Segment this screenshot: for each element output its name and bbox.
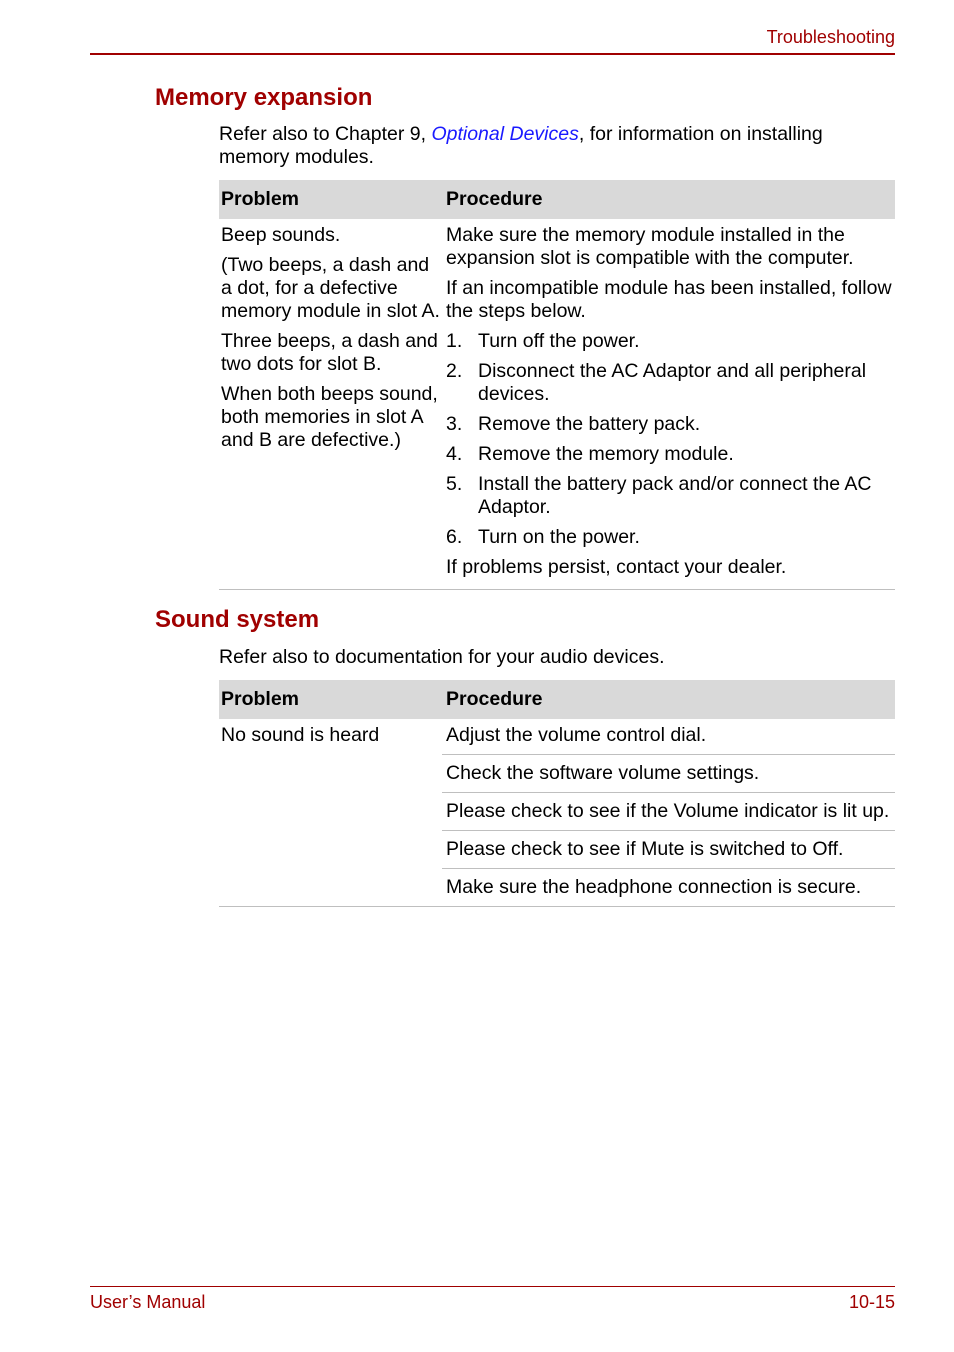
sound-intro: Refer also to documentation for your audio devices. xyxy=(219,646,665,668)
procedure-cell: Please check to see if Mute is switched to Off. xyxy=(442,831,895,869)
procedure-cell: Check the software volume settings. xyxy=(442,755,895,793)
step-text: Turn off the power. xyxy=(478,330,640,352)
memory-intro-text-end: , for information on installing memory modules. xyxy=(219,123,823,168)
step-number: 5. xyxy=(446,473,463,495)
optional-devices-link[interactable]: Optional Devices xyxy=(431,123,579,145)
memory-intro xyxy=(219,123,879,169)
procedure-cell: Please check to see if the Volume indicator is lit up. xyxy=(442,793,895,831)
problem-text: When both beeps sound, both memories in slot A and B are defective.) xyxy=(221,383,438,451)
problem-text: Beep sounds. xyxy=(221,224,341,246)
procedure-cell: Adjust the volume control dial. xyxy=(446,724,707,746)
procedure-text: If an incompatible module has been installed, follow the steps below. xyxy=(446,277,892,322)
step-number: 3. xyxy=(446,413,463,435)
table-row xyxy=(219,719,895,755)
column-header-procedure: Procedure xyxy=(442,680,895,719)
column-header-problem: Problem xyxy=(219,680,442,719)
problem-text: (Two beeps, a dash and a dot, for a defective memory module in slot A. xyxy=(221,254,440,322)
procedure-cell xyxy=(442,219,895,590)
problem-cell: No sound is heard xyxy=(221,724,380,746)
sound-system-heading: Sound system xyxy=(155,606,320,633)
procedure-text: If problems persist, contact your dealer. xyxy=(446,556,787,578)
step-text: Install the battery pack and/or connect the AC Adaptor. xyxy=(478,473,872,518)
list-item xyxy=(446,443,895,466)
problem-text: Three beeps, a dash and two dots for slot B. xyxy=(221,330,438,375)
memory-intro-text: Refer also to Chapter 9, xyxy=(219,123,432,145)
list-item xyxy=(446,360,895,406)
step-text: Remove the memory module. xyxy=(478,443,734,465)
step-number: 6. xyxy=(446,526,463,548)
step-text: Remove the battery pack. xyxy=(478,413,701,435)
page-number: 10-15 xyxy=(848,1292,895,1312)
step-number: 1. xyxy=(446,330,463,352)
memory-expansion-heading: Memory expansion xyxy=(155,84,373,111)
sound-table xyxy=(219,680,895,907)
list-item xyxy=(446,473,895,519)
footer-rule xyxy=(90,1286,895,1287)
procedure-steps xyxy=(446,330,895,549)
table-row xyxy=(219,219,895,590)
problem-cell xyxy=(219,219,442,590)
step-text: Turn on the power. xyxy=(478,526,640,548)
running-header: Troubleshooting xyxy=(766,27,895,47)
list-item xyxy=(446,330,895,353)
footer-manual-title: User’s Manual xyxy=(90,1292,206,1312)
column-header-procedure: Procedure xyxy=(442,180,895,219)
step-number: 2. xyxy=(446,360,463,382)
column-header-problem: Problem xyxy=(219,180,442,219)
step-number: 4. xyxy=(446,443,463,465)
procedure-cell: Make sure the headphone connection is secure. xyxy=(442,869,895,907)
step-text: Disconnect the AC Adaptor and all peripheral devices. xyxy=(478,360,867,405)
procedure-text: Make sure the memory module installed in the expansion slot is compatible with the computer. xyxy=(446,224,854,269)
list-item xyxy=(446,413,895,436)
list-item xyxy=(446,526,895,549)
header-rule xyxy=(90,53,895,55)
memory-table xyxy=(219,180,895,590)
